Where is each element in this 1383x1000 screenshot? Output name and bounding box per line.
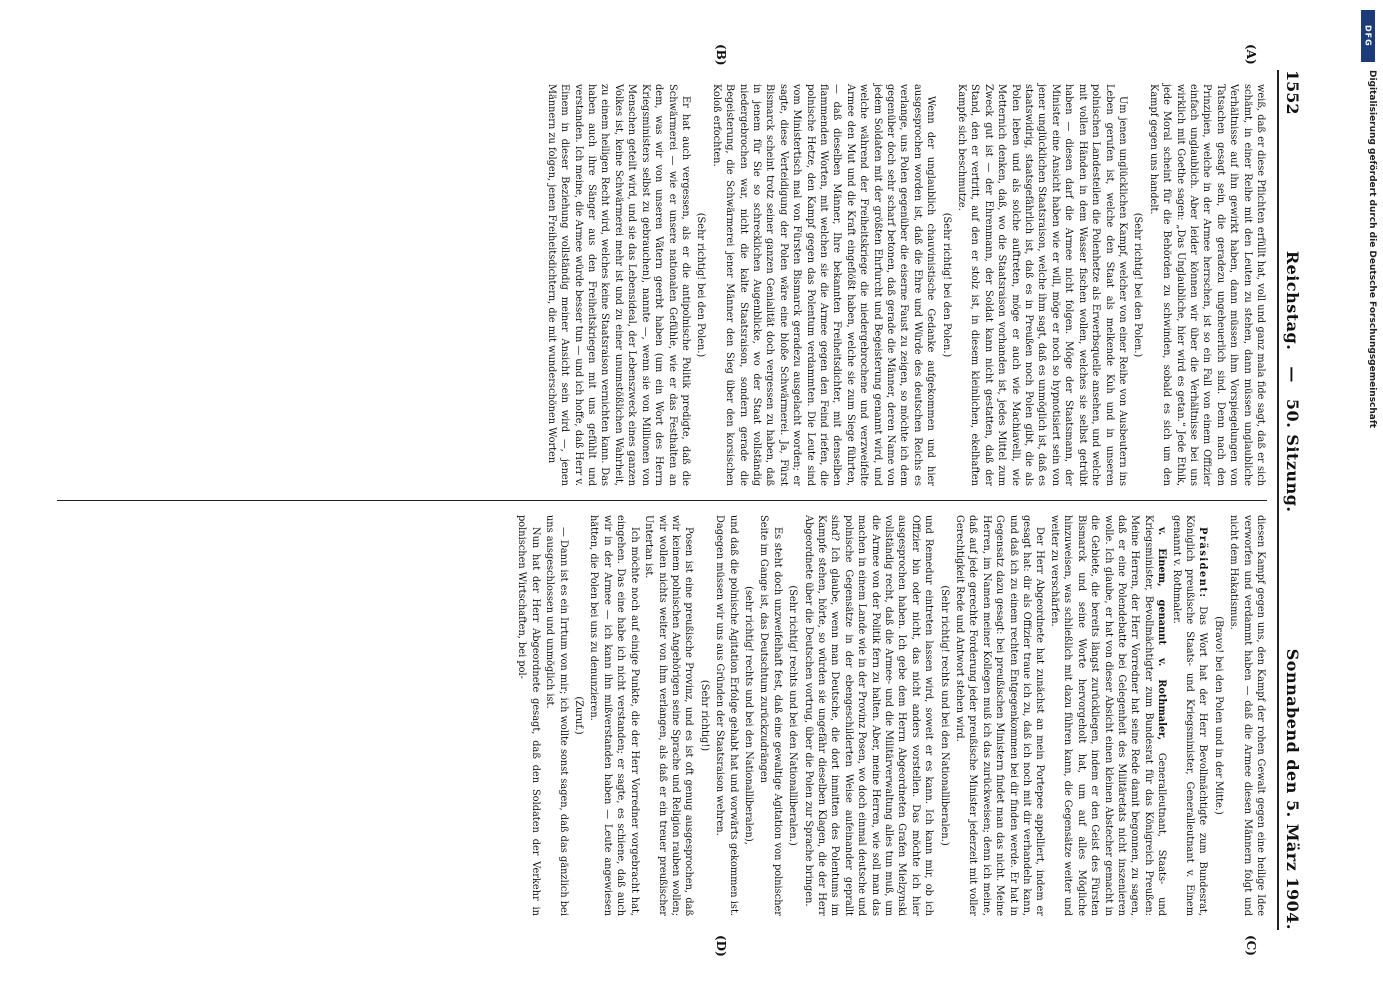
dfg-logo-icon: DFG <box>1361 10 1375 62</box>
header-center <box>1283 251 1302 513</box>
left-paragraph-2: Um jenen unglücklichen Kampf, welcher von einer Reihe von Ausbeutern ins Leben gerufen ist, welche den Staat als melkende Kuh und in unseren polnischen Landesteilen die Polenhetze als Erwerbsquelle ansehen, und welche mit vollen Händen in dem Wasser fischen wollen, welches sie selbst getrübt haben — diesen darf die Armee nicht folgen. Möge der Staatsmann, der Minister eine Ansicht haben wie er will, möge er noch so hypnotisiert sein von jener unglücklichen Staatsraison, welche ihm sagt, daß es unmöglich ist, daß es staatswidrig, staatsgefährlich ist, daß es in Preußen noch Polen gibt, die als Polen leben und als solche auftreten, möge er auch wie Machiavelli, wie Metternich denken, daß, wo die Staatsraison vorhanden ist, jedes Mittel zum Zweck gut ist — der Ehrenmann, der Soldat kann nicht gestatten, daß der Stand, den er vertritt, auf den er stolz ist, in diesem kleinlichen, ekelhaften Kampfe sich beschmutze. <box>956 84 1128 486</box>
header-dash: — <box>1283 366 1302 383</box>
right-paragraph-8: Posen ist eine preußische Provinz, und es ist oft genug ausgesprochen, daß wir keinem polnischen Angehörigen seine Sprache und Religion rauben wollen; wir wollen nichts weiter von ihm verlangen, als daß er ein treuer preußischer Untertan ist. <box>643 515 695 916</box>
header-title: Reichstag. <box>1283 250 1302 351</box>
header-date: Sonnabend den 5. März 1904. <box>1283 648 1302 930</box>
speaker-von-einem: v. Einem, genannt v. Rothmaler, <box>1156 527 1168 741</box>
right-interjection-3: (Sehr richtig! rechts und bei den Nationalliberalen.) <box>787 585 799 846</box>
right-paragraph-3 <box>1048 515 1169 916</box>
page-header <box>1277 70 1313 930</box>
right-column <box>57 500 1267 930</box>
right-paragraph-2-text: Das Wort hat der Herr Bevollmächtigte zum Bundesrat, Königlich preußische Staats- und Kriegsminister, Generalleutnant v. Einem genannt v. Rothmaler. <box>1170 515 1209 916</box>
digitization-credit <box>1359 10 1377 990</box>
right-interjection-1: (Bravo! bei den Polen und in der Mitte.) <box>1212 616 1224 815</box>
right-paragraph-6: Es steht doch unzweifelhaft fest, daß eine gewaltige Agitation von polnischer Seite im Gange ist, das Deutschtum zurückzudrängen <box>758 515 783 916</box>
right-interjection-5: (Sehr richtig!) <box>698 679 710 752</box>
right-interjection-6: (Zuruf.) <box>573 696 585 735</box>
header-session: 50. Sitzung. <box>1283 398 1302 513</box>
left-paragraph-4: Er hat auch vergessen, als er die antipolnische Politik predigte, daß die Schwärmerei — wie er unsere nationalen Gefühle, wie er das Festhalten an dem, was wir von unseren Vätern geerbt haben (um ein Wort des Herrn Kriegsministers selbst zu gebrauchen), nannte —, wenn sie von Millionen von Menschen geteilt wird, und sie das Lebensideal, der Lebenszweck eines ganzen Volkes ist, keine Schwärmerei mehr ist und zu einer unumstößlichen Wahrheit, zu einem heiligen Recht wird, welches keine Staatsraison vernichten kann. Das haben auch ihre Sänger aus den Freiheitskriegen mit uns gefühlt und verstanden. Ich meine, die Armee würde besser tun — und ich hoffe, daß Herr v. Einem in dieser Beziehung vollständig meiner Ansicht sein wird —, jenen Männern zu folgen, jenen Freiheitsdichtern, die mit wunderschönen Worten <box>545 84 691 486</box>
right-paragraph-9: Ich möchte noch auf einige Punkte, die der Herr Vorredner vorgebracht hat, eingehen. Das eine habe ich nicht verstanden; er sagte, es schiene, daß auch wir in der Armee — ich kann ihn mißverstanden haben — Leute angewiesen hätten, die Polen bei uns zu denunzieren. <box>588 515 640 916</box>
right-paragraph-5: und Remedur eintreten lassen wird, soweit er es kann. Ich kann mir, ob ich Offizier bin oder nicht, das nicht anders vorstellen. Das möchte ich hier ausgesprochen haben. Ich gebe dem Herrn Abgeordneten Grafen Mielzynski vollständig recht, daß die Armee- und die Militärverwaltung alles tun muß, um die Armee von der Politik fern zu halten. Aber, meine Herren, wie soll man das machen in einem Lande wie in der Provinz Posen, wo doch einmal deutsche und polnische Gegensätze in der ebengeschilderten Weise aufeinander geprallt sind? Ich glaube, wenn man Deutsche, die dort inmitten des Polentums im Kampfe stehen, hörte, so würden sie ungefähr dieselben Klagen, die der Herr Abgeordnete über die Deutschen vortrug, über die Polen zur Sprache bringen. <box>802 515 935 916</box>
margin-mark-d: (D) <box>714 935 728 957</box>
left-interjection-2: (Sehr richtig! bei den Polen.) <box>940 212 952 358</box>
page-number: 1552 <box>1283 70 1302 115</box>
left-interjection-3: (Sehr richtig! bei den Polen.) <box>695 212 707 358</box>
right-paragraph-4: Der Herr Abgeordnete hat zunächst an mein Portepee appelliert, indem er gesagt hat: dir als Offizier traue ich zu, daß ich noch mit dir verhandeln kann, und daß ich zu einem rechten Entgegenkommen bei dir finden werde. Er hat in Gegensatz dazu gesagt: bei preußischen Ministern findet man das nicht. Meine Herren, im Namen meiner Kollegen muß ich das zurückweisen; denn ich meine, daß auf jede gerechte Forderung jeder preußische Minister jederzeit mit voller Gerechtigkeit Rede und Antwort stehen wird. <box>954 515 1046 916</box>
right-paragraph-10: — Dann ist es ein Irrtum von mir; ich wollte sonst sagen, daß das gänzlich bei uns ausgeschlossen und unmöglich ist. <box>544 515 569 916</box>
margin-mark-c: (C) <box>1244 935 1258 956</box>
left-paragraph-1: weiß, daß er diese Pflichten erfüllt hat, voll und ganz mala fide sagt, daß er sich schämt, in einer Reihe mit den Leuten zu stehen, dann müssen unglaubliche Verhältnisse auf ihn gewirkt haben, dann müssen ihm Vorspiegelungen von Tatsachen gesagt sein, die geradezu ungeheuerlich sind. Denn nach den Prinzipien, welche in der Armee herrschen, ist so ein Fall von einem Offizier einfach unglaublich. Aber leider können wir über die Verhältnisse bei uns wirklich mit Goethe sagen: „Das Unglaubliche, hier wird es getan.“ Jede Ethik, jede Moral scheint für die Behörden zu schwinden, sobald es sich um den Kampf gegen uns handelt. <box>1147 84 1266 486</box>
right-interjection-2: (Sehr richtig! rechts und bei den Nationalliberalen.) <box>938 585 950 846</box>
left-interjection-1: (Sehr richtig! bei den Polen.) <box>1132 212 1144 358</box>
right-paragraph-2 <box>1169 515 1209 916</box>
margin-mark-a: (A) <box>1244 44 1258 65</box>
speaker-president: Präsident: <box>1197 527 1209 599</box>
right-paragraph-3-text: Generalleutnant, Staats- und Kriegsminister, Bevollmächtigter zum Bundesrat für das Königreich Preußen: Meine Herren, der Herr Vorredner hat seine Rede damit begonnen, zu sagen, daß er eine Polendebatte bei Gelegenheit des Militäretats nicht inszenieren wolle. Ich glaube, er hat von dieser Absicht einen kleinen Abstecher gemacht in die Gebiete, die bereits längst zurückliegen, indem er den Geist des Fürsten Bismarck und seine Worte hervorgeholt hat, um auf alles Mögliche hinzuweisen, was schließlich mit dazu führen kann, die Gegensätze weiter und weiter zu verschärfen. <box>1048 515 1168 916</box>
left-column <box>57 70 1267 500</box>
right-paragraph-11: Nun hat der Herr Abgeordnete gesagt, daß den Soldaten der Verkehr in polnischen Wirtschaften, bei pol- <box>516 515 541 916</box>
right-paragraph-7: und daß die polnische Agitation Erfolge gehabt hat und vorwärts gekommen ist. Dagegen müssen wir uns aus Gründen der Staatsraison wehren. <box>714 515 739 916</box>
margin-mark-b: (B) <box>714 44 728 66</box>
left-paragraph-3: Wenn der unglaublich chauvinistische Gedanke aufgekommen und hier ausgesprochen worden ist, daß die Ehre und Würde des deutschen Reichs es verlange, uns Polen gegenüber die eiserne Faust zu zeigen, so möchte ich dem gegenüber doch sehr scharf betonen, daß gerade die Männer, deren Name von jedem Soldaten mit der größten Ehrfurcht und Begeisterung genannt wird, und welche während der Freiheitskriege die niedergebrochene und verzweifelte Armee den Mut und die Kraft eingeflößt haben, welche sie zum Siege führten, — daß dieselben Männer, Ihre bekannten Freiheitsdichter, mit denselben flammenden Worten, mit welchen sie die Armee gegen den Feind riefen, die polnische Hetze, den Kampf gegen das Polentum verdammten. Die Leute sind vom Ministertisch mal von Fürsten Bismarck geradezu ausgelacht worden; er sagte, diese Verteidigung der Polen wäre eine bloße Schwärmerei. Ja, Fürst Bismarck scheint trotz seiner ganzen Genialität doch vergessen zu haben, daß in jenem für Sie so schrecklichen Augenblicke, wo der Staat vollständig niedergebrochen war, nicht die kalte Staatsraison, sondern gerade die Begeisterung, die Schwärmerei jener Männer den Sieg über den korsischen Koloß erfochten. <box>710 84 937 486</box>
right-paragraph-1: diesen Kampf gegen uns, den Kampf der rohen Gewalt gegen eine heilige Idee verworfen und verdammt haben — daß die Armee diesen Männern folgt und nicht dem Hakatismus. <box>1228 515 1266 916</box>
text-columns <box>57 70 1267 930</box>
right-interjection-4: (sehr richtig! rechts und bei den Nationalliberalen), <box>742 586 754 845</box>
credit-text: Digitalisierung gefördert durch die Deutsche Forschungsgemeinschaft <box>1367 70 1377 429</box>
